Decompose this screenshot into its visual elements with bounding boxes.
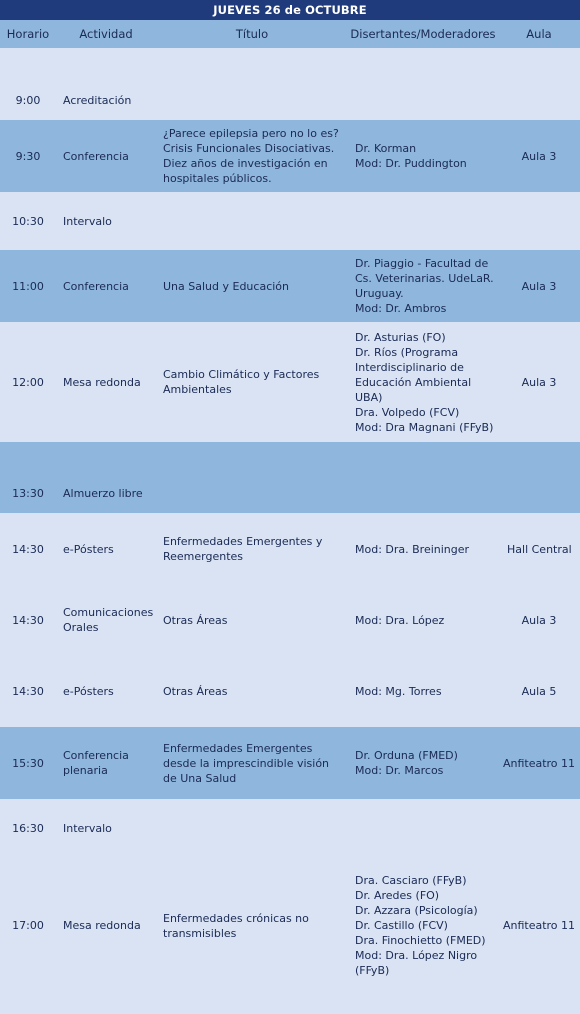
speaker-line: Mod: Dra. Breininger (355, 542, 470, 556)
row-speakers (348, 613, 498, 628)
row-speakers (348, 542, 498, 557)
day-title: JUEVES 26 de OCTUBRE (0, 0, 580, 20)
row-room: Aula 3 (521, 613, 557, 627)
row-activity: Mesa redonda (63, 375, 141, 389)
row-activity: Acreditación (63, 94, 132, 107)
row-room: Anfiteatro 11 (502, 919, 576, 932)
speaker-line: Dra. Finochietto (FMED) (355, 934, 486, 947)
speaker-line: Dr. Aredes (FO) (355, 889, 440, 902)
table-row (0, 120, 580, 192)
speaker-line: Dr. Orduna (FMED) (355, 749, 458, 762)
speaker-line: Mod: Dr. Marcos (355, 764, 444, 777)
speaker-line: Mod: Dr. Ambros (355, 302, 447, 315)
header-title: Título (235, 27, 269, 41)
table-row (0, 442, 580, 513)
row-activity: Almuerzo libre (63, 487, 143, 500)
speaker-line: Dr. Ríos (Programa Interdisciplinario de Educación Ambiental UBA) (355, 345, 472, 404)
row-time: 15:30 (12, 756, 44, 770)
row-title: ¿Parece epilepsia pero no lo es? Crisis Funcionales Disociativas. Diez años de investigación en hospitales públicos. (163, 127, 339, 185)
header-time: Horario (6, 27, 50, 41)
table-row (0, 48, 580, 120)
speaker-line: Mod: Dra. López Nigro (FFyB) (355, 949, 478, 977)
table-row (0, 322, 580, 442)
row-title: Enfermedades crónicas no transmisibles (163, 911, 309, 940)
row-title: Cambio Climático y Factores Ambientales (163, 368, 320, 396)
row-room: Aula 3 (521, 375, 557, 389)
speaker-line: Mod: Dra Magnani (FFyB) (355, 420, 494, 434)
row-title: Enfermedades Emergentes desde la imprescindible visión de Una Salud (163, 741, 330, 785)
table-row (0, 799, 580, 857)
row-time: 9:30 (15, 149, 41, 163)
speaker-line: Dr. Castillo (FCV) (355, 919, 448, 932)
speaker-line: Dr. Piaggio - Facultad de Cs. Veterinarias. UdeLaR. Uruguay. (355, 257, 494, 300)
row-time: 14:30 (12, 542, 44, 556)
row-speakers (348, 873, 498, 978)
row-speakers (348, 330, 498, 435)
table-row (0, 655, 580, 727)
table-row (0, 727, 580, 799)
row-activity: Intervalo (63, 214, 112, 228)
row-room: Anfiteatro 11 (502, 756, 576, 770)
row-time: 13:30 (12, 487, 44, 500)
row-time: 14:30 (12, 684, 44, 698)
row-time: 16:30 (12, 821, 44, 835)
row-time: 14:30 (12, 613, 44, 627)
row-activity: Conferencia (63, 149, 129, 163)
row-room: Aula 5 (521, 684, 557, 698)
row-activity: Mesa redonda (63, 919, 141, 932)
table-row (0, 857, 580, 994)
row-speakers (348, 141, 498, 171)
row-room: Aula 3 (521, 279, 557, 293)
speaker-line: Dr. Azzara (Psicología) (355, 904, 478, 917)
row-activity: Intervalo (63, 821, 112, 835)
row-time: 12:00 (12, 375, 44, 389)
speaker-line: Mod: Dra. López (355, 613, 445, 627)
table-row (0, 513, 580, 585)
row-room: Hall Central (507, 542, 572, 556)
row-activity: e-Pósters (63, 684, 114, 698)
row-activity: e-Pósters (63, 542, 114, 556)
speaker-line: Mod: Dr. Puddington (355, 157, 467, 170)
row-time: 10:30 (12, 214, 44, 228)
row-speakers (348, 748, 498, 778)
row-time: 17:00 (12, 919, 44, 932)
row-title: Otras Áreas (163, 613, 228, 627)
row-title: Una Salud y Educación (163, 279, 289, 293)
table-row (0, 250, 580, 322)
table-header (0, 20, 580, 48)
speaker-line: Dra. Casciaro (FFyB) (355, 874, 467, 887)
row-speakers (348, 684, 498, 699)
row-title: Enfermedades Emergentes y Reemergentes (163, 535, 323, 563)
row-speakers (348, 256, 498, 316)
header-activity: Actividad (79, 27, 133, 41)
row-activity: Conferencia plenaria (63, 749, 129, 777)
row-activity: Comunicaciones Orales (63, 606, 154, 634)
schedule-table (0, 48, 580, 994)
row-activity: Conferencia (63, 279, 129, 293)
header-room: Aula (526, 27, 552, 41)
header-speakers: Disertantes/Moderadores (350, 27, 496, 41)
row-title: Otras Áreas (163, 684, 228, 698)
row-time: 9:00 (15, 94, 41, 107)
speaker-line: Dr. Korman (355, 142, 417, 155)
row-room: Aula 3 (521, 149, 557, 163)
table-row (0, 585, 580, 655)
table-row (0, 192, 580, 250)
row-time: 11:00 (12, 279, 44, 293)
speaker-line: Dr. Asturias (FO) (355, 330, 446, 344)
speaker-line: Dra. Volpedo (FCV) (355, 405, 460, 419)
speaker-line: Mod: Mg. Torres (355, 684, 442, 698)
